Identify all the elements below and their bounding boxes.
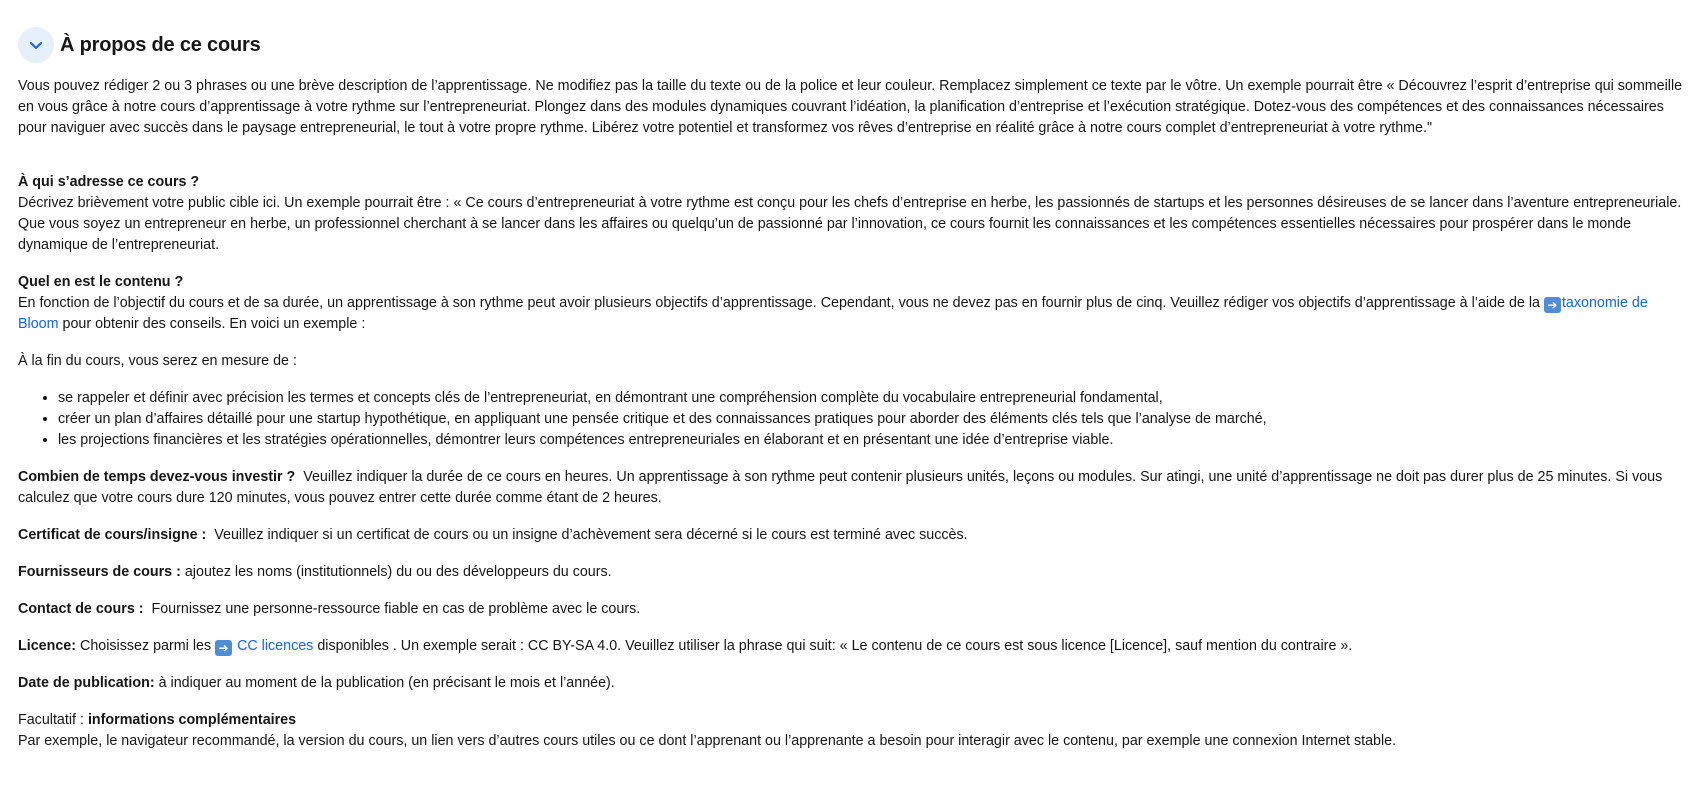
section-body xyxy=(18,76,1684,752)
content-text-after: pour obtenir des conseils. En voici un exemple : xyxy=(58,316,366,332)
pubdate-label: Date de publication: xyxy=(18,675,155,691)
optional-heading xyxy=(18,710,1684,731)
contact-paragraph xyxy=(18,599,1684,620)
optional-label: informations complémentaires xyxy=(87,712,297,728)
licence-text-before: Choisissez parmi les xyxy=(80,638,216,654)
content-heading: Quel en est le contenu ? xyxy=(18,274,184,290)
arrow-right-icon: ➜ xyxy=(215,640,232,656)
section-header xyxy=(18,25,261,65)
arrow-right-icon: ➜ xyxy=(1544,297,1561,313)
audience-text: Décrivez brièvement votre public cible ici. Un exemple pourrait être : « Ce cours d’entrepreneuriat à votre rythme est conçu pour les chefs d’entreprise en herbe, les passionnés de startups et les personnes désireuses de se lancer dans l’aventure entrepreneuriale. Que vous soyez un entrepreneur en herbe, un professionnel cherchant à se lancer dans les affaires ou quelqu’un de passionné par l’innovation, ce cours fournit les connaissances et les compétences essentielles nécessaires pour prospérer dans le monde dynamique de l’entrepreneuriat. xyxy=(18,195,1682,253)
content-text-before: En fonction de l’objectif du cours et de sa durée, un apprentissage à son rythme peut avoir plusieurs objectifs d’apprentissage. Cependant, vous ne devez pas en fournir plus de cinq. Veuillez rédiger vos objectifs d’apprentissage à l’aide de la xyxy=(18,295,1544,311)
providers-text: ajoutez les noms (institutionnels) du ou des développeurs du cours. xyxy=(184,564,612,580)
bloom-taxonomy-link[interactable]: taxonomie de Bloom xyxy=(18,295,1648,332)
spacer xyxy=(18,256,1684,272)
spacer xyxy=(18,509,1684,525)
spacer xyxy=(18,546,1684,562)
pubdate-paragraph xyxy=(18,673,1684,694)
contact-text: Fournissez une personne-ressource fiable en cas de problème avec le cours. xyxy=(151,601,641,617)
optional-text: Par exemple, le navigateur recommandé, la version du cours, un lien vers d’autres cours utiles ou ce dont l’apprenant ou l’apprenante a besoin pour interagir avec le contenu, par exemple une connexion Internet stable. xyxy=(18,733,1397,749)
licence-label: Licence: xyxy=(18,638,77,654)
certificate-label: Certificat de cours/insigne : xyxy=(18,527,207,543)
providers-label: Fournisseurs de cours : xyxy=(18,564,181,580)
spacer xyxy=(18,583,1684,599)
pubdate-text: à indiquer au moment de la publication (en précisant le mois et l’année). xyxy=(158,675,615,691)
spacer xyxy=(18,372,1684,388)
optional-prefix: Facultatif : xyxy=(18,712,84,728)
objective-item: • se rappeler et définir avec précision les termes et concepts clés de l’entrepreneuriat, en démontrant une compréhension complète du vocabulaire entrepreneurial fondamental, xyxy=(58,388,1684,409)
licence-paragraph xyxy=(18,636,1684,657)
time-text: Veuillez indiquer la durée de ce cours en heures. Un apprentissage à son rythme peut contenir plusieurs unités, leçons ou modules. Sur atingi, une unité d’apprentissage ne doit pas durer plus de 25 minutes. Si vous calculez que votre cours dure 120 minutes, vous pouvez entrer cette durée comme étant de 2 heures. xyxy=(18,469,1663,506)
certificate-paragraph xyxy=(18,525,1684,546)
contact-label: Contact de cours : xyxy=(18,601,144,617)
spacer xyxy=(18,694,1684,710)
objectives-list xyxy=(18,388,1684,451)
spacer xyxy=(18,657,1684,673)
audience-heading: À qui s’adresse ce cours ? xyxy=(18,174,200,190)
objective-item: • créer un plan d’affaires détaillé pour une startup hypothétique, en appliquant une pensée critique et des connaissances pratiques pour aborder des éléments clés tels que l’analyse de marché, xyxy=(58,409,1684,430)
time-label: Combien de temps devez-vous investir ? xyxy=(18,469,296,485)
cc-licences-link[interactable]: CC licences xyxy=(237,638,314,654)
chevron-down-icon xyxy=(28,37,44,53)
intro-paragraph: Vous pouvez rédiger 2 ou 3 phrases ou une brève description de l’apprentissage. Ne modifiez pas la taille du texte ou de la police et leur couleur. Remplacez simplement ce texte par le vôtre. Un exemple pourrait être « Découvrez l’esprit d’entreprise qui sommeille en vous grâce à notre cours d’apprentissage à votre rythme sur l’entrepreneuriat. Plongez dans des modules dynamiques couvrant l’idéation, la planification d’entreprise et l’exécution stratégique. Dotez-vous des compétences et des connaissances nécessaires pour naviguer avec succès dans le paysage entrepreneurial, le tout à votre propre rythme. Libérez votre potentiel et transformez vos rêves d’entreprise en réalité grâce à notre cours complet d’entrepreneuriat à votre rythme." xyxy=(18,78,1683,136)
objectives-intro: À la fin du cours, vous serez en mesure de : xyxy=(18,353,297,369)
spacer xyxy=(18,335,1684,351)
section-title: À propos de ce cours xyxy=(60,33,261,56)
certificate-text: Veuillez indiquer si un certificat de cours ou un insigne d’achèvement sera décerné si le cours est terminé avec succès. xyxy=(214,527,968,543)
time-paragraph xyxy=(18,467,1684,509)
licence-text-after: disponibles . Un exemple serait : CC BY-SA 4.0. Veuillez utiliser la phrase qui suit: « Le contenu de ce cours est sous licence [Licence], sauf mention du contraire ». xyxy=(313,638,1353,654)
spacer xyxy=(18,451,1684,467)
collapse-toggle-button[interactable] xyxy=(18,27,54,63)
content-text xyxy=(18,293,1684,335)
providers-paragraph xyxy=(18,562,1684,583)
spacer xyxy=(18,139,1684,172)
objective-item: • les projections financières et les stratégies opérationnelles, démontrer leurs compétences entrepreneuriales en élaborant et en présentant une idée d’entreprise viable. xyxy=(58,430,1684,451)
spacer xyxy=(18,620,1684,636)
